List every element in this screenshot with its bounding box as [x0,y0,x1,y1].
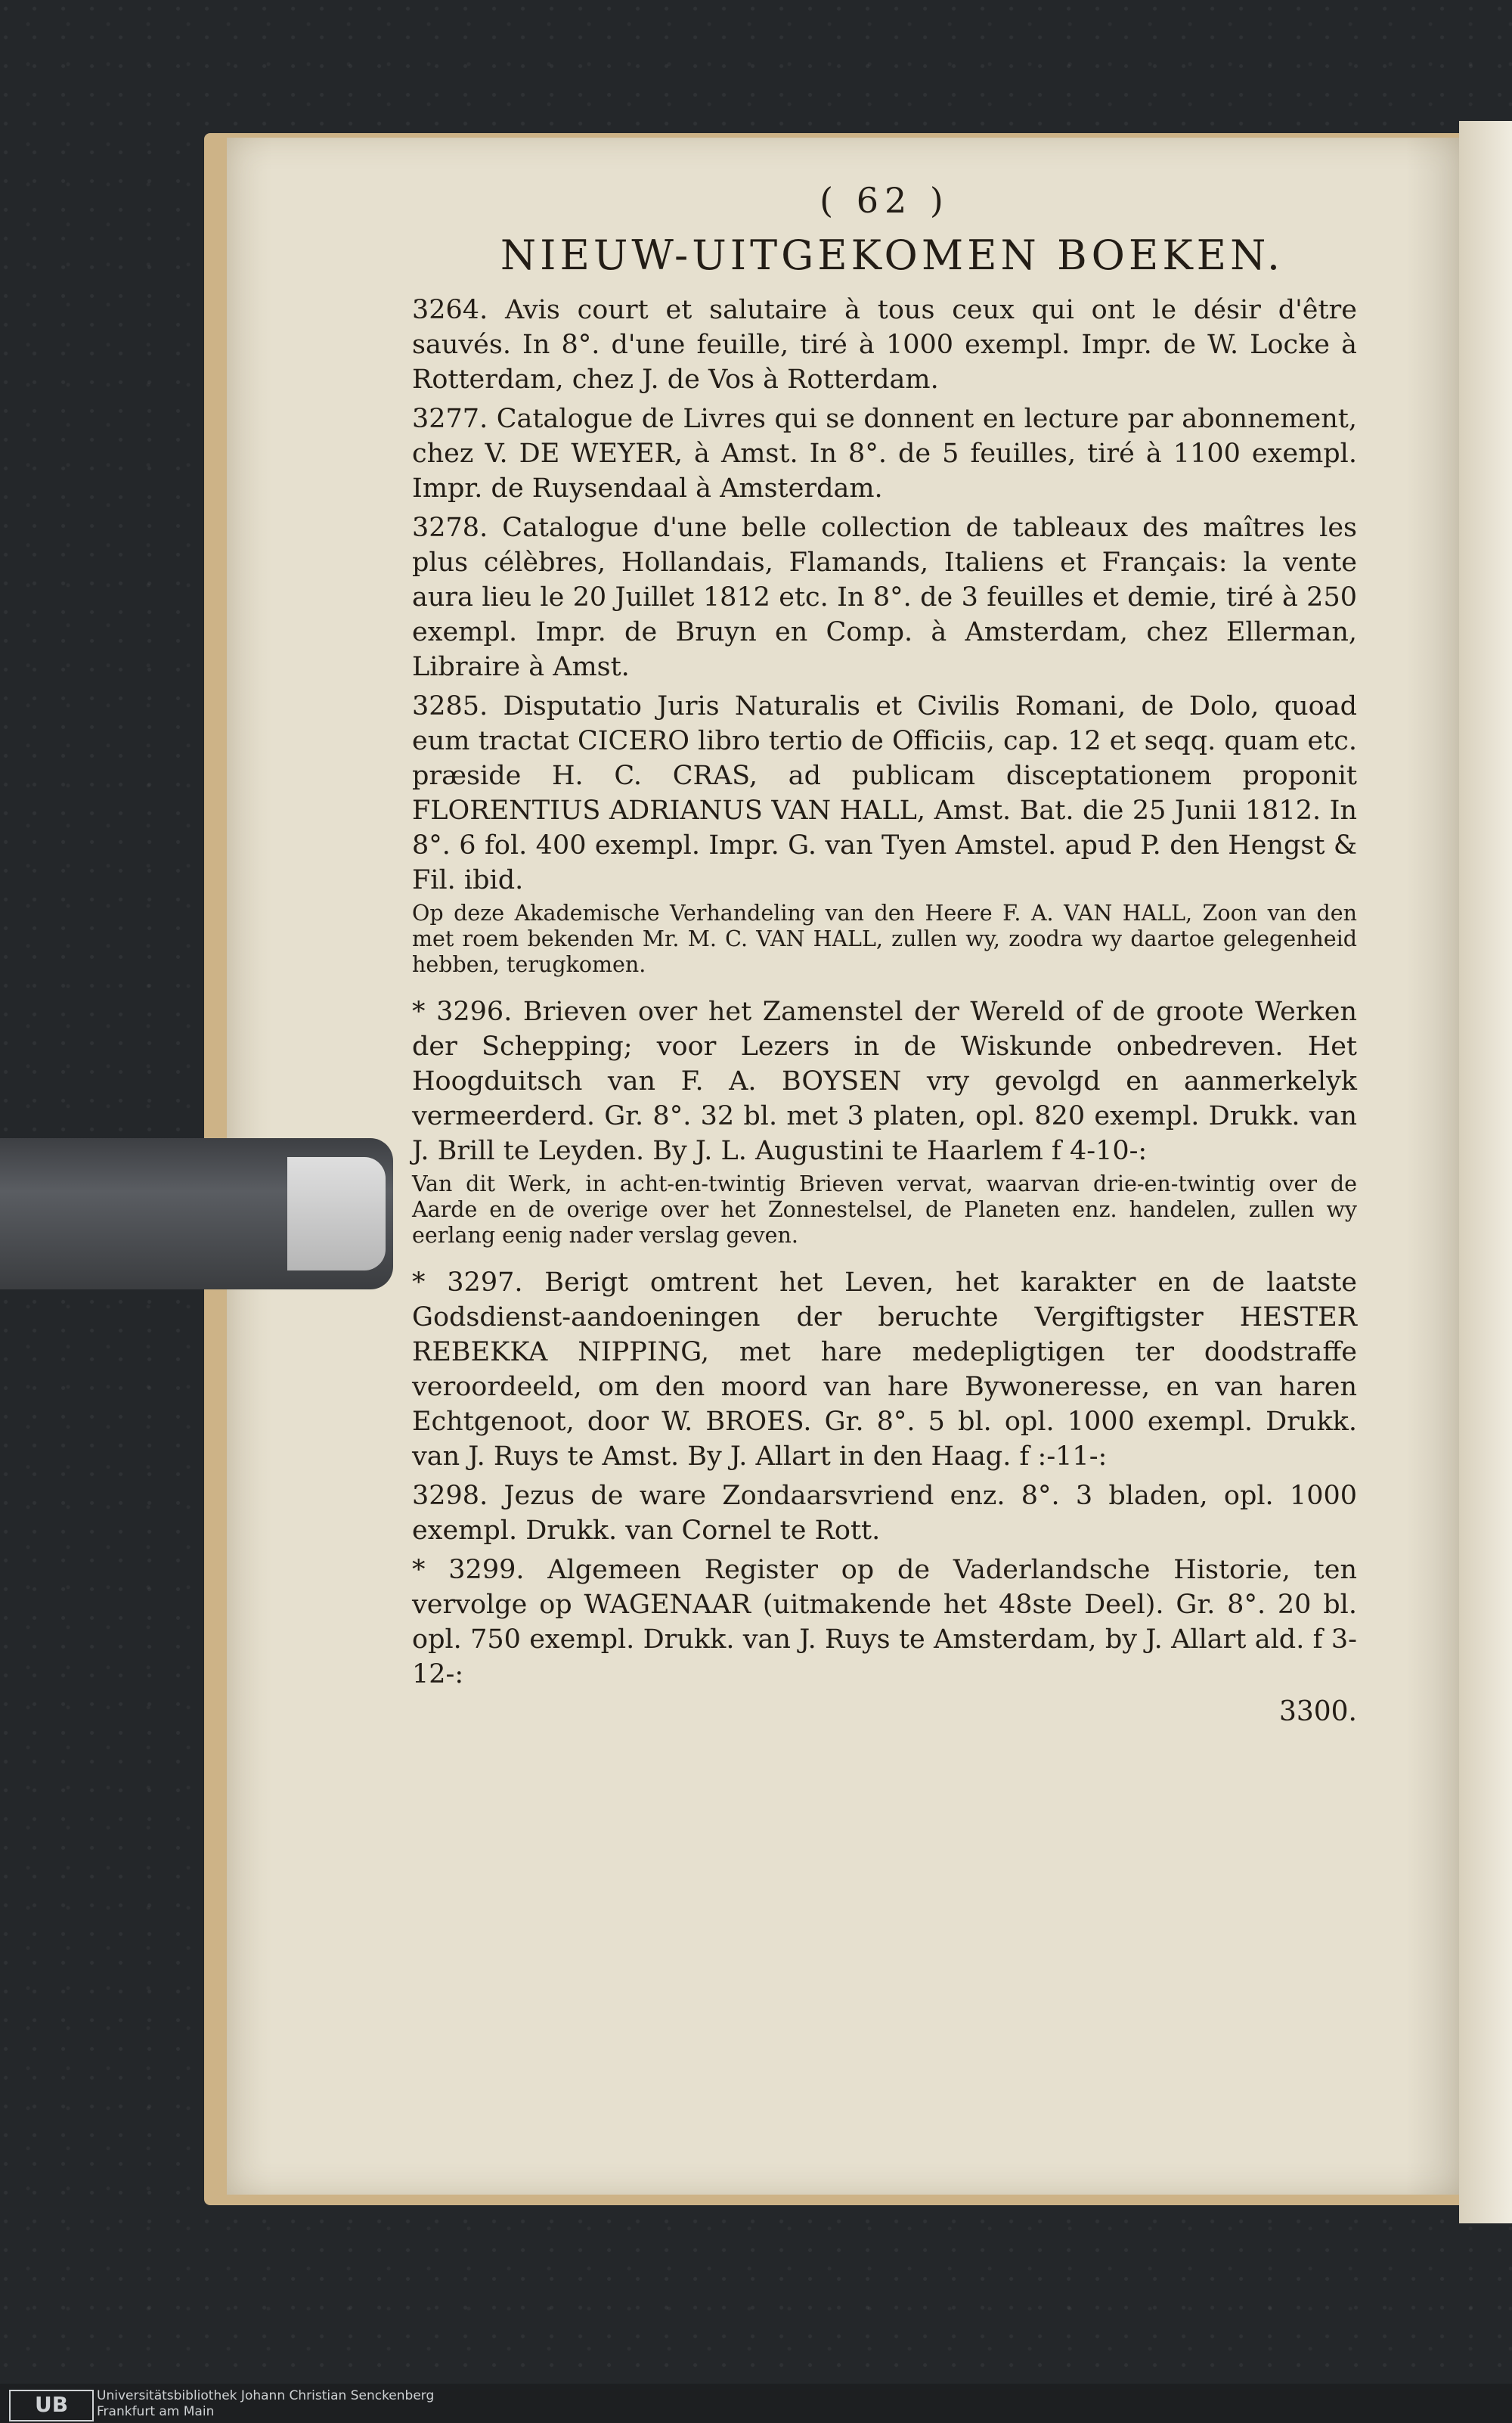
entry-3299: * 3299. Algemeen Register op de Vaderlandsche Historie, ten vervolge op WAGENAAR (uitmakende het 48ste Deel). Gr. 8°. 20 bl. opl. 750 exempl. Drukk. van J. Ruys te Amsterdam, by J. Allart ald. f 3-12-: [412,1555,1357,1689]
entry-3285: 3285. Disputatio Juris Naturalis et Civilis Romani, de Dolo, quoad eum tractat CICERO libro tertio de Officiis, cap. 12 et seqq. quam etc. præside H. C. CRAS, ad publicam disceptationem proponit FLORENTIUS ADRIANUS VAN HALL, Amst. Bat. die 25 Junii 1812. In 8°. 6 fol. 400 exempl. Impr. G. van Tyen Amstel. apud P. den Hengst & Fil. ibid. [412,691,1358,895]
catchword: 3300. [1278,1696,1357,1727]
entry-3278: 3278. Catalogue d'une belle collection de tableaux des maîtres les plus célèbres, Hollandais, Flamands, Italiens et Français: la vente aura lieu le 20 Juillet 1812 etc. In 8°. de 3 feuilles et demie, tiré à 250 exempl. Impr. de Bruyn en Comp. à Amsterdam, chez Ellerman, Libraire à Amst. [412,513,1357,682]
page-heading: NIEUW-UITGEKOMEN BOEKEN. [500,231,1284,279]
page-number: ( 62 ) [820,180,950,221]
entry-3297: * 3297. Berigt omtrent het Leven, het karakter en de laatste Godsdienst-aandoeningen der beruchte Vergiftigster HESTER REBEKKA NIPPING, met hare medepligtigen ter doodstraffe veroordeeld, om den moord van hare Bywoneresse, en van haren Echtgenoot, door W. BROES. Gr. 8°. 5 bl. opl. 1000 exempl. Drukk. van J. Ruys te Amst. By J. Allart in den Haag. f :-11-: [412,1267,1357,1472]
entry-3298: 3298. Jezus de ware Zondaarsvriend enz. 8°. 3 bladen, opl. 1000 exempl. Drukk. van Cornel te Rott. [412,1481,1357,1546]
entry-3264: 3264. Avis court et salutaire à tous ceux qui ont le désir d'être sauvés. In 8°. d'une feuille, tiré à 1000 exempl. Impr. de W. Locke à Rotterdam, chez J. de Vos à Rotterdam. [412,295,1357,395]
entry-3296: * 3296. Brieven over het Zamenstel der Wereld of de groote Werken der Schepping; voor Lezers in de Wiskunde onbedreven. Het Hoogduitsch van F. A. BOYSEN vry gevolgd en aanmerkelyk vermeerderd. Gr. 8°. 32 bl. met 3 platen, opl. 820 exempl. Drukk. van J. Brill te Leyden. By J. L. Augustini te Haarlem f 4-10-: [412,997,1357,1166]
page-spine [1459,121,1512,2223]
page-text-block [412,180,1357,1727]
page-marker-tip [287,1157,386,1270]
library-footer [0,2384,1512,2423]
footer-library-name: Universitätsbibliothek Johann Christian Senckenberg [97,2388,435,2403]
note-van-hall: Op deze Akademische Verhandeling van den Heere F. A. VAN HALL, Zoon van den met roem bekenden Mr. M. C. VAN HALL, zullen wy, zoodra wy daartoe gelegenheid hebben, terugkomen. [412,901,1357,977]
ub-logo: UB [9,2390,94,2421]
entry-3277: 3277. Catalogue de Livres qui se donnent en lecture par abonnement, chez V. DE WEYER, à Amst. In 8°. de 5 feuilles, tiré à 1100 exempl. Impr. de Ruysendaal à Amsterdam. [412,404,1357,504]
note-brieven: Van dit Werk, in acht-en-twintig Brieven vervat, waarvan drie-en-twintig over de Aarde en de overige over het Zonnestelsel, de Planeten enz. handelen, zullen wy eerlang eenig nader verslag geven. [412,1171,1357,1248]
footer-library-city: Frankfurt am Main [97,2404,215,2419]
